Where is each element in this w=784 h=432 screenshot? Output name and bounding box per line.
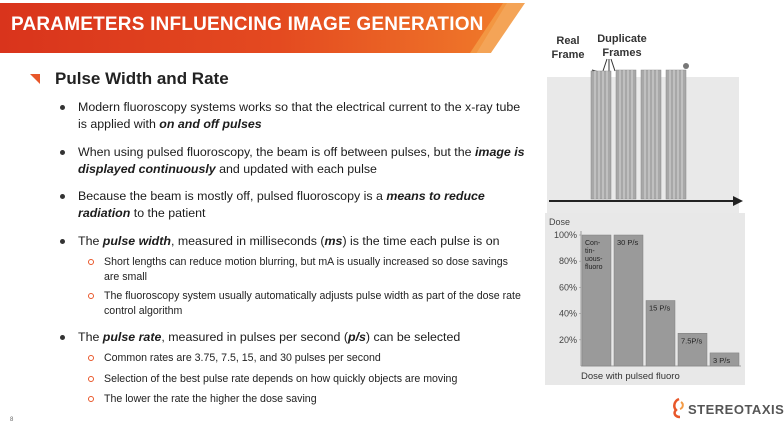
bullet-reduce-radiation — [78, 188, 528, 221]
bullet-emphasis: image is displayed continuously — [78, 145, 525, 176]
bullet-text: ) is the time each pulse is on — [342, 234, 500, 248]
bullet-emphasis: p/s — [348, 330, 366, 344]
bullet-text: , measured in pulses per second ( — [161, 330, 348, 344]
bullet-emphasis: on and off pulses — [159, 116, 262, 131]
bullet-pulse-width — [78, 233, 538, 250]
bullet-text: and updated with each pulse — [215, 161, 377, 176]
logo-text: STEREOTAXIS — [688, 402, 784, 417]
bullet-text: ) can be selected — [365, 330, 461, 344]
bullet-emphasis: pulse rate — [102, 330, 162, 344]
y-tick-label: 20% — [558, 334, 577, 345]
x-axis-label: Dose with pulsed fluoro — [581, 371, 680, 382]
dose-chart-svg — [545, 213, 745, 385]
slide-title: PARAMETERS INFLUENCING IMAGE GENERATION — [11, 14, 484, 35]
bullet-text: Modern fluoroscopy systems works so that the electrical current to the x-ray tube is applied with — [78, 100, 521, 131]
subbullet-ring-icon — [88, 293, 94, 299]
subbullet-best-rate — [104, 372, 524, 387]
section-title: Pulse Width and Rate — [55, 69, 229, 88]
bullet-text: When using pulsed fluoroscopy, the beam is off between pulses, but the — [78, 145, 475, 159]
duplicate-frames-label: Duplicate Frames — [597, 33, 647, 59]
bullet-dot-icon — [60, 335, 65, 340]
bar-label: fluoro — [585, 264, 603, 271]
bullet-text: Because the beam is mostly off, pulsed fluoroscopy is a — [78, 189, 387, 203]
bar-label: tin- — [585, 248, 595, 255]
bullet-pulse-rate — [78, 329, 528, 346]
subbullet-ring-icon — [88, 259, 94, 265]
subbullet-ring-icon — [88, 355, 94, 361]
bullet-text: to the patient — [130, 205, 206, 220]
bullet-dot-icon — [60, 105, 65, 110]
bullet-emphasis: means to reduce radiation — [78, 189, 485, 220]
subbullet-text: Selection of the best pulse rate depends on how quickly objects are moving — [104, 373, 458, 385]
bullet-dot-icon — [60, 150, 65, 155]
subbullet-text: The lower the rate the higher the dose saving — [104, 393, 317, 405]
pulse-frames-graphic — [547, 32, 745, 210]
bullet-text: The — [78, 330, 103, 344]
subbullet-lower-rate — [104, 392, 524, 407]
subbullet-auto-adjust — [104, 289, 524, 318]
subbullet-ring-icon — [88, 376, 94, 382]
bullet-dot-icon — [60, 194, 65, 199]
subbullet-text: Short lengths can reduce motion blurring, but mA is usually increased so dose savings are small — [104, 256, 508, 283]
y-tick-label: 80% — [558, 256, 577, 267]
logo-mark-icon — [671, 398, 687, 418]
bar-label: 3 P/s — [713, 355, 731, 365]
company-logo — [671, 396, 784, 422]
pulse-frames-figure — [547, 32, 745, 210]
subbullet-text: The fluoroscopy system usually automatically adjusts pulse width as part of the dose rate control algorithm — [104, 290, 521, 317]
bullet-text: , measured in milliseconds ( — [170, 234, 325, 248]
bullet-displayed-continuously — [78, 144, 528, 177]
y-tick-label: 100% — [553, 230, 577, 240]
frame-bars — [591, 70, 686, 199]
subbullet-common-rates — [104, 351, 524, 366]
bar-label: 30 P/s — [617, 238, 639, 247]
bar-label: Con- — [585, 240, 601, 247]
bar-label: 7.5P/s — [681, 336, 703, 346]
bullet-text: The — [78, 234, 103, 248]
section-marker-icon — [30, 74, 40, 84]
chart-title: Dose — [549, 217, 571, 227]
bullet-emphasis: pulse width — [102, 234, 171, 248]
y-tick-label: 40% — [558, 308, 577, 319]
bullet-emphasis: ms — [324, 234, 343, 248]
dose-bar-chart — [545, 213, 745, 385]
dose-bar — [614, 235, 643, 366]
real-frame-label: Real Frame — [551, 35, 585, 61]
bullet-on-off-pulses — [78, 99, 528, 132]
subbullet-text: Common rates are 3.75, 7.5, 15, and 30 pulses per second — [104, 352, 381, 364]
bar-label: 15 P/s — [649, 303, 671, 313]
subbullet-motion-blurring — [104, 255, 524, 284]
subbullet-ring-icon — [88, 396, 94, 402]
y-tick-label: 60% — [558, 282, 577, 293]
bullet-dot-icon — [60, 239, 65, 244]
slide-number: 8 — [10, 417, 14, 423]
bar-label: uous- — [585, 256, 603, 263]
